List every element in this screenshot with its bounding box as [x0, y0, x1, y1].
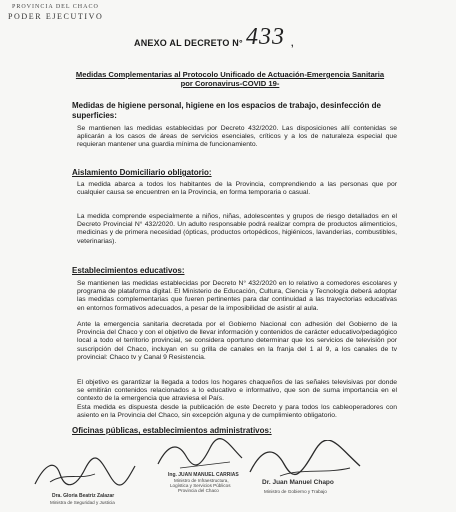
title-line-1: Medidas Complementarias al Protocolo Unificado de Actuación-Emergencia Sanitaria	[75, 70, 385, 79]
signature-center-scrawl	[150, 438, 250, 474]
signature-right-name: Dr. Juan Manuel Chapo	[262, 479, 334, 486]
heading-higiene	[72, 101, 381, 120]
signature-right-scrawl	[240, 440, 370, 482]
signature-center-role-1: Ministro de Infraestructura,	[174, 478, 229, 483]
higiene-paragraph: Se mantienen las medidas establecidas por Decreto 432/2020. Las disposiciones allí contenidas se aplicarán a los casos de áreas de servicios esenciales, críticos y a los de naturaleza especial que requieran mantener una guardia mínima de funcionamiento.	[77, 125, 397, 149]
signature-center-name: Ing. JUAN MANUEL CARRIAS	[168, 472, 239, 478]
title-line-2: por Coronavirus-COVID 19-	[180, 79, 280, 88]
header-provincia: PROVINCIA DEL CHACO	[12, 4, 99, 10]
signature-left-role: Ministra de Seguridad y Justicia	[50, 500, 115, 505]
educativos-paragraph-2: Ante la emergencia sanitaria decretada por el Gobierno Nacional con adhesión del Gobierno de la Provincia del Chaco y con el objetivo de llevar información y contenidos de carácter educativo/pedagógico local a todo el territorio provincial, se considera oportuno determinar que los servicios de televisión por suscripción del Chaco, incluyan en su grilla de canales en la franja del 1 al 9, a los canales de tv provincial: Chaco tv y Canal 9 Resistencia.	[77, 321, 397, 361]
anexo-label: ANEXO AL DECRETO N°	[134, 38, 243, 48]
signature-left-name: Dra. Gloria Beatriz Zalazar	[52, 493, 115, 499]
heading-higiene-line-1: Medidas de higiene personal, higiene en los espacios de trabajo, desinfección de	[72, 101, 381, 110]
decree-number: 433	[246, 24, 285, 50]
heading-educativos: Establecimientos educativos:	[72, 266, 185, 275]
signature-right-role: Ministro de Gobierno y Trabajo	[264, 489, 327, 494]
heading-aislamiento: Aislamiento Domiciliario obligatorio:	[72, 168, 212, 177]
heading-oficinas: Oficinas públicas, establecimientos administrativos:	[72, 426, 272, 435]
educativos-paragraph-4: Esta medida es dispuesta desde la publicación de este Decreto y para todos los cableoperadores con asiento en la Provincia del Chaco, sin excepción alguna y de cumplimiento obligatorio.	[77, 404, 397, 420]
document-title	[60, 70, 400, 88]
heading-higiene-line-2: superficies:	[72, 110, 117, 120]
aislamiento-paragraph-1: La medida abarca a todos los habitantes de la Provincia, comprendiendo a las personas que por cualquier causa se encuentren en la Provincia, en forma temporaria o casual.	[77, 181, 397, 197]
educativos-paragraph-1: Se mantienen las medidas establecidas por Decreto N° 432/2020 en lo relativo a comedores escolares y programa de plataforma digital. El Ministerio de Educación, Cultura, Ciencia y Tecnología deberá adoptar las medidas complementarias que fueren pertinentes para dar continuidad a las trayectorias educativas en entornos formativos adecuados, a pesar de la imposibilidad de asistir al aula.	[77, 280, 397, 312]
signature-center-role-3: Provincia del Chaco	[178, 488, 219, 493]
header-poder-ejecutivo: PODER EJECUTIVO	[8, 12, 104, 21]
signature-left-scrawl	[30, 454, 140, 494]
educativos-paragraph-3: El objetivo es garantizar la llegada a todos los hogares chaqueños de las señales televisivas por donde se emitirán contenidos relacionados a lo educativo e informativo, que son de suma importancia en el contexto de la emergencia que atraviesa el País.	[77, 379, 397, 403]
signature-center-role-2: Logística y Servicios Públicos	[170, 483, 231, 488]
decree-number-comma: ,	[291, 38, 294, 48]
aislamiento-paragraph-2: La medida comprende especialmente a niños, niñas, adolescentes y grupos de riesgo detallados en el Decreto Provincial N° 432/2020. Un adulto responsable podrá realizar compra de productos alimenticios, medicinas y de primera necesidad (ópticas, productos ortopédicos, higiénicos, lavanderías, combustibles, veterinarias).	[77, 213, 397, 245]
